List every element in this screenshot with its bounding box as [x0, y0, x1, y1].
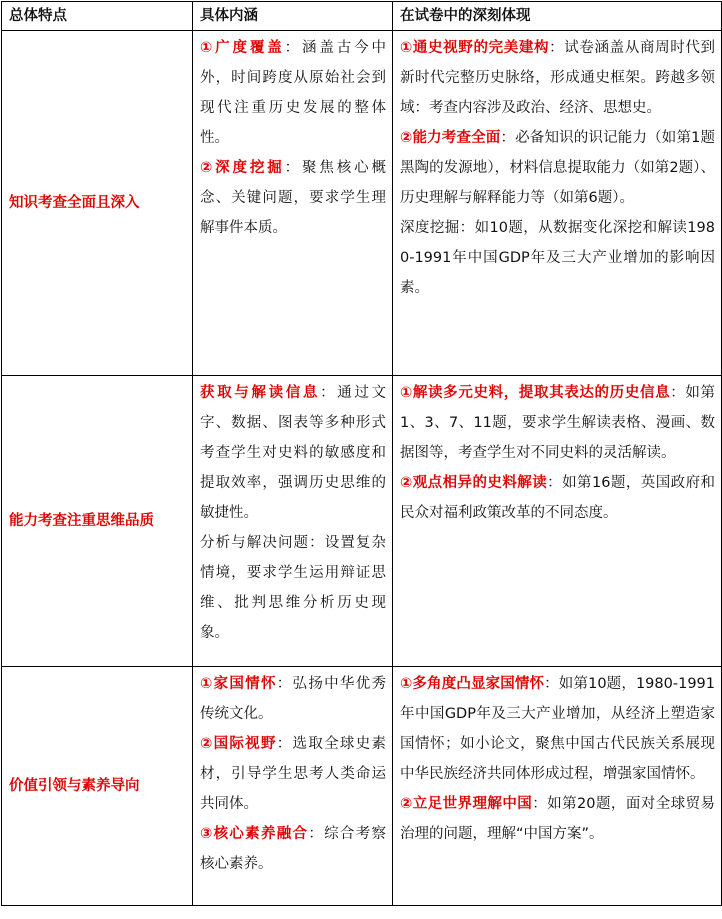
- detail-paragraph: [200, 33, 386, 153]
- detail-text: ：通过文字、数据、图表等多种形式考查学生对史料的敏感度和提取效率，强调历史思维的敏捷性。: [200, 385, 387, 521]
- detail-label: ③核心素养融合: [200, 826, 309, 842]
- detail-text: ：综合考察核心素养。: [200, 826, 386, 872]
- evidence-paragraph: [400, 669, 715, 789]
- detail-paragraph: [200, 669, 386, 729]
- evidence-paragraph: [400, 123, 715, 213]
- evidence-text: ：如第1、3、7、11题，要求学生解读表格、漫画、数据图等，考查学生对不同史料的灵活解读。: [400, 385, 716, 461]
- header-evidence: 在试卷中的深刻体现: [393, 2, 722, 31]
- evidence-label: ②立足世界理解中国: [400, 796, 533, 812]
- feature-cell: 知识考查全面且深入: [2, 31, 193, 376]
- evidence-paragraph: [400, 378, 715, 468]
- evidence-cell: [393, 667, 722, 906]
- detail-label: ①家国情怀: [200, 676, 277, 692]
- evidence-text: ：如第16题，英国政府和民众对福利政策改革的不同态度。: [400, 475, 716, 521]
- evidence-label: ②观点相异的史料解读: [400, 475, 548, 491]
- detail-paragraph: [200, 153, 386, 243]
- detail-text: ：弘扬中华优秀传统文化。: [200, 676, 387, 722]
- table-row: [2, 376, 722, 667]
- detail-label: ②深度挖掘: [200, 160, 285, 176]
- table-row: [2, 667, 722, 906]
- detail-text: ：聚焦核心概念、关键问题，要求学生理解事件本质。: [200, 160, 386, 236]
- detail-text: ：选取全球史素材，引导学生思考人类命运共同体。: [200, 736, 387, 812]
- evidence-cell: [393, 376, 722, 667]
- details-cell: [193, 667, 393, 906]
- detail-paragraph: [200, 819, 386, 879]
- evidence-paragraph: [400, 33, 715, 123]
- evidence-label: ①通史视野的完美建构: [400, 40, 550, 56]
- evidence-label: ②能力考查全面: [400, 130, 501, 146]
- details-cell: [193, 31, 393, 376]
- evidence-text: ：必备知识的识记能力（如第1题黑陶的发源地），材料信息提取能力（如第2题）、历史理解与解释能力等（如第6题）。: [400, 130, 716, 206]
- header-row: [2, 2, 722, 31]
- detail-text: 分析与解决问题：设置复杂情境，要求学生运用辩证思维、批判思维分析历史现象。: [200, 535, 386, 641]
- evidence-paragraph: [400, 789, 715, 849]
- detail-paragraph: [200, 378, 386, 528]
- details-cell: [193, 376, 393, 667]
- header-content: 具体内涵: [193, 2, 393, 31]
- evidence-text: ：如第20题，面对全球贸易治理的问题，理解“中国方案”。: [400, 796, 716, 842]
- evidence-text: ：试卷涵盖从商周时代到新时代完整历史脉络，形成通史框架。跨越多领域：考查内容涉及政治、经济、思想史。: [400, 40, 715, 116]
- evidence-text: ：如第10题，1980-1991年中国GDP年及三大产业增加，从经济上塑造家国情怀；如小论文，聚焦中国古代民族关系展现中华民族经济共同体形成过程，增强家国情怀。: [400, 676, 715, 782]
- detail-label: ①广度覆盖: [200, 40, 285, 56]
- feature-cell: 价值引领与素养导向: [2, 667, 193, 906]
- header-feature: 总体特点: [2, 2, 193, 31]
- detail-paragraph: [200, 729, 386, 819]
- evidence-paragraph: [400, 468, 715, 528]
- evidence-text: 深度挖掘：如10题，从数据变化深挖和解读1980-1991年中国GDP年及三大产业增加的影响因素。: [400, 220, 715, 296]
- evidence-label: ①多角度凸显家国情怀: [400, 676, 545, 692]
- evidence-cell: [393, 31, 722, 376]
- detail-label: 获取与解读信息: [200, 385, 321, 401]
- detail-text: ：涵盖古今中外，时间跨度从原始社会到现代注重历史发展的整体性。: [200, 40, 386, 146]
- table-row: [2, 31, 722, 376]
- evidence-paragraph: [400, 213, 715, 303]
- feature-cell: 能力考查注重思维品质: [2, 376, 193, 667]
- summary-table: [1, 1, 722, 906]
- evidence-label: ①解读多元史料，提取其表达的历史信息: [400, 385, 671, 401]
- detail-paragraph: [200, 528, 386, 648]
- detail-label: ②国际视野: [200, 736, 277, 752]
